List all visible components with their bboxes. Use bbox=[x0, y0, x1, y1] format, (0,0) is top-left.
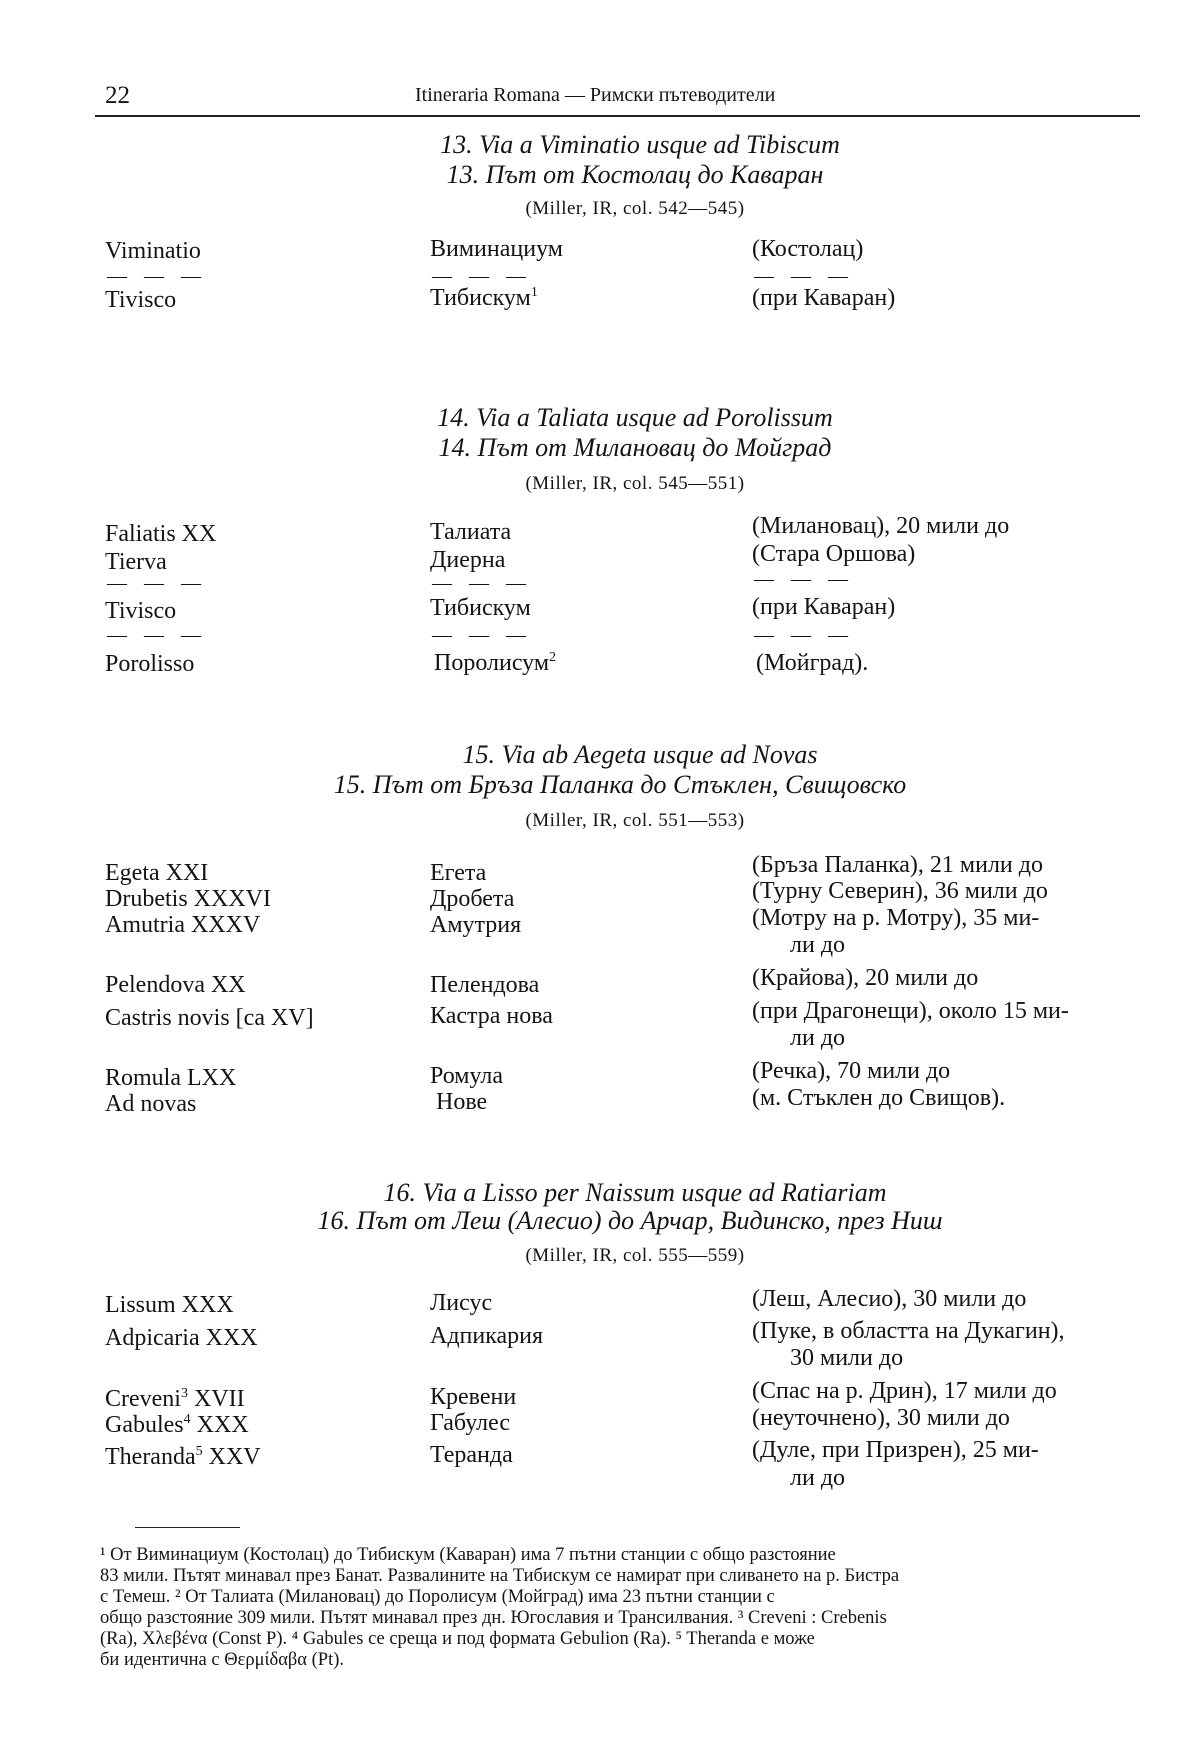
location-note: (Мойград). bbox=[756, 650, 869, 676]
location-note: (при Каваран) bbox=[752, 594, 896, 620]
location-note: (Бръза Паланка), 21 мили до bbox=[752, 852, 1043, 878]
section-title-bg: 15. Път от Бръза Паланка до Стъклен, Свищовско bbox=[333, 770, 907, 799]
bg-station: Кревени bbox=[430, 1384, 517, 1410]
omission-dashes: — — — bbox=[107, 265, 207, 287]
latin-station: Lissum XXX bbox=[105, 1292, 234, 1318]
latin-station: Faliatis XX bbox=[105, 521, 217, 547]
location-note: (при Драгонещи), около 15 ми- bbox=[752, 998, 1069, 1024]
location-note: (Крайова), 20 мили до bbox=[752, 965, 979, 991]
latin-station: Adpicaria XXX bbox=[105, 1325, 258, 1351]
footnote-marker: 1 bbox=[530, 285, 538, 300]
bg-station: Дробета bbox=[430, 886, 515, 912]
footnotes bbox=[100, 1545, 1140, 1671]
page-number: 22 bbox=[105, 82, 130, 109]
bg-station: Амутрия bbox=[430, 912, 522, 938]
footnote-line: с Темеш. ² От Талиата (Милановац) до Поролисум (Мойград) има 23 пътни станции с bbox=[100, 1587, 775, 1607]
bg-station: Егета bbox=[430, 860, 487, 886]
location-note-continuation: ли до bbox=[790, 1025, 846, 1051]
omission-dashes: — — — bbox=[107, 572, 207, 594]
bg-station: Тибискум bbox=[430, 595, 531, 621]
location-note: (при Каваран) bbox=[752, 285, 896, 311]
bg-station: Теранда bbox=[430, 1442, 513, 1468]
footnote-line: 83 мили. Пътят минавал през Банат. Развалините на Тибискум се намират при сливането на р. Бистра bbox=[100, 1566, 900, 1586]
location-note: (Дуле, при Призрен), 25 ми- bbox=[752, 1437, 1039, 1463]
omission-dashes: — — — bbox=[432, 265, 532, 287]
footnote-marker: 3 bbox=[180, 1386, 188, 1401]
bg-station: Лисус bbox=[430, 1290, 493, 1316]
bg-station: Нове bbox=[436, 1089, 488, 1115]
location-note: (Пуке, в областта на Дукагин), bbox=[752, 1318, 1065, 1344]
location-note: (Турну Северин), 36 мили до bbox=[752, 878, 1048, 904]
latin-station: Porolisso bbox=[105, 651, 195, 677]
bg-station: Диерна bbox=[430, 547, 506, 573]
latin-station: Viminatio bbox=[105, 238, 201, 264]
bg-station: Кастра нова bbox=[430, 1003, 553, 1029]
location-note-continuation: ли до bbox=[790, 932, 846, 958]
location-note: (Речка), 70 мили до bbox=[752, 1058, 951, 1084]
footnote-marker: 2 bbox=[549, 650, 557, 665]
latin-station: Theranda$^5$ XXV bbox=[105, 1444, 261, 1470]
location-note: (Стара Оршова) bbox=[752, 541, 916, 567]
latin-station: Creveni$^3$ XVII bbox=[105, 1386, 245, 1412]
bg-station: Тибискум$^1$ bbox=[430, 285, 538, 311]
section-title-bg: 16. Път от Леш (Алесио) до Арчар, Видинско, през Ниш bbox=[317, 1206, 943, 1235]
section-reference: (Miller, IR, col. 555—559) bbox=[525, 1245, 745, 1266]
bg-station: Пелендова bbox=[430, 972, 540, 998]
header-rule bbox=[95, 115, 1140, 117]
latin-station: Tierva bbox=[105, 549, 167, 575]
latin-station: Egeta XXI bbox=[105, 860, 209, 886]
section-reference: (Miller, IR, col. 545—551) bbox=[525, 473, 745, 494]
bg-station: Адпикария bbox=[430, 1323, 544, 1349]
footnote-line: ¹ От Виминациум (Костолац) до Тибискум (Каваран) има 7 пътни станции с общо разстояние bbox=[100, 1545, 836, 1565]
latin-station: Tivisco bbox=[105, 598, 177, 624]
location-note: (Леш, Алесио), 30 мили до bbox=[752, 1286, 1027, 1312]
omission-dashes: — — — bbox=[432, 624, 532, 646]
location-note: (Костолац) bbox=[752, 236, 864, 262]
latin-station: Tivisco bbox=[105, 287, 177, 313]
location-note: (неуточнено), 30 мили до bbox=[752, 1405, 1010, 1431]
location-note: (Мотру на р. Мотру), 35 ми- bbox=[752, 905, 1040, 931]
section-title-latin: 14. Via a Taliata usque ad Porolissum bbox=[437, 403, 833, 432]
latin-station: Ad novas bbox=[105, 1091, 197, 1117]
location-note-continuation: 30 мили до bbox=[790, 1345, 904, 1371]
location-note-continuation: ли до bbox=[790, 1465, 846, 1491]
omission-dashes: — — — bbox=[754, 265, 854, 287]
section-title-bg: 13. Път от Костолац до Каваран bbox=[446, 160, 824, 189]
latin-station: Drubetis XXXVI bbox=[105, 886, 271, 912]
footnote-separator bbox=[135, 1527, 240, 1528]
latin-station: Amutria XXXV bbox=[105, 912, 261, 938]
footnote-line: (Ra), Χλεβένα (Const P). ⁴ Gabules се среща и под формата Gebulion (Ra). ⁵ Theranda е може bbox=[100, 1629, 815, 1649]
latin-station: Romula LXX bbox=[105, 1065, 237, 1091]
footnote-marker: 5 bbox=[195, 1444, 203, 1459]
omission-dashes: — — — bbox=[754, 568, 854, 590]
omission-dashes: — — — bbox=[754, 624, 854, 646]
latin-station: Pelendova XX bbox=[105, 972, 246, 998]
latin-station: Castris novis [ca XV] bbox=[105, 1005, 314, 1031]
location-note: (Спас на р. Дрин), 17 мили до bbox=[752, 1378, 1057, 1404]
bg-station: Ромула bbox=[430, 1063, 504, 1089]
omission-dashes: — — — bbox=[107, 624, 207, 646]
section-reference: (Miller, IR, col. 542—545) bbox=[525, 198, 745, 219]
location-note: (Милановац), 20 мили до bbox=[752, 513, 1010, 539]
section-reference: (Miller, IR, col. 551—553) bbox=[525, 810, 745, 831]
section-title-latin: 15. Via ab Aegeta usque ad Novas bbox=[462, 740, 818, 769]
bg-station: Габулес bbox=[430, 1410, 511, 1436]
location-note: (м. Стъклен до Свищов). bbox=[752, 1085, 1006, 1111]
section-title-bg: 14. Път от Милановац до Мойград bbox=[438, 433, 832, 462]
footnote-line: общо разстояние 309 мили. Пътят минавал през дн. Югославия и Трансилвания. ³ Creveni : Crebenis bbox=[100, 1608, 887, 1628]
running-title: Itineraria Romana — Римски пътеводители bbox=[415, 84, 776, 106]
latin-station: Gabules$^4$ XXX bbox=[105, 1412, 249, 1438]
section-title-latin: 13. Via a Viminatio usque ad Tibiscum bbox=[440, 130, 840, 159]
footnote-marker: 4 bbox=[183, 1412, 191, 1427]
bg-station: Талиата bbox=[430, 519, 512, 545]
omission-dashes: — — — bbox=[432, 572, 532, 594]
page-header bbox=[95, 82, 1140, 112]
section-title-latin: 16. Via a Lisso per Naissum usque ad Ratiariam bbox=[383, 1178, 887, 1207]
footnote-line: би идентична с Θερμίδαβα (Pt). bbox=[100, 1650, 344, 1670]
bg-station: Виминациум bbox=[430, 236, 563, 262]
bg-station: Поролисум$^2$ bbox=[434, 650, 557, 676]
